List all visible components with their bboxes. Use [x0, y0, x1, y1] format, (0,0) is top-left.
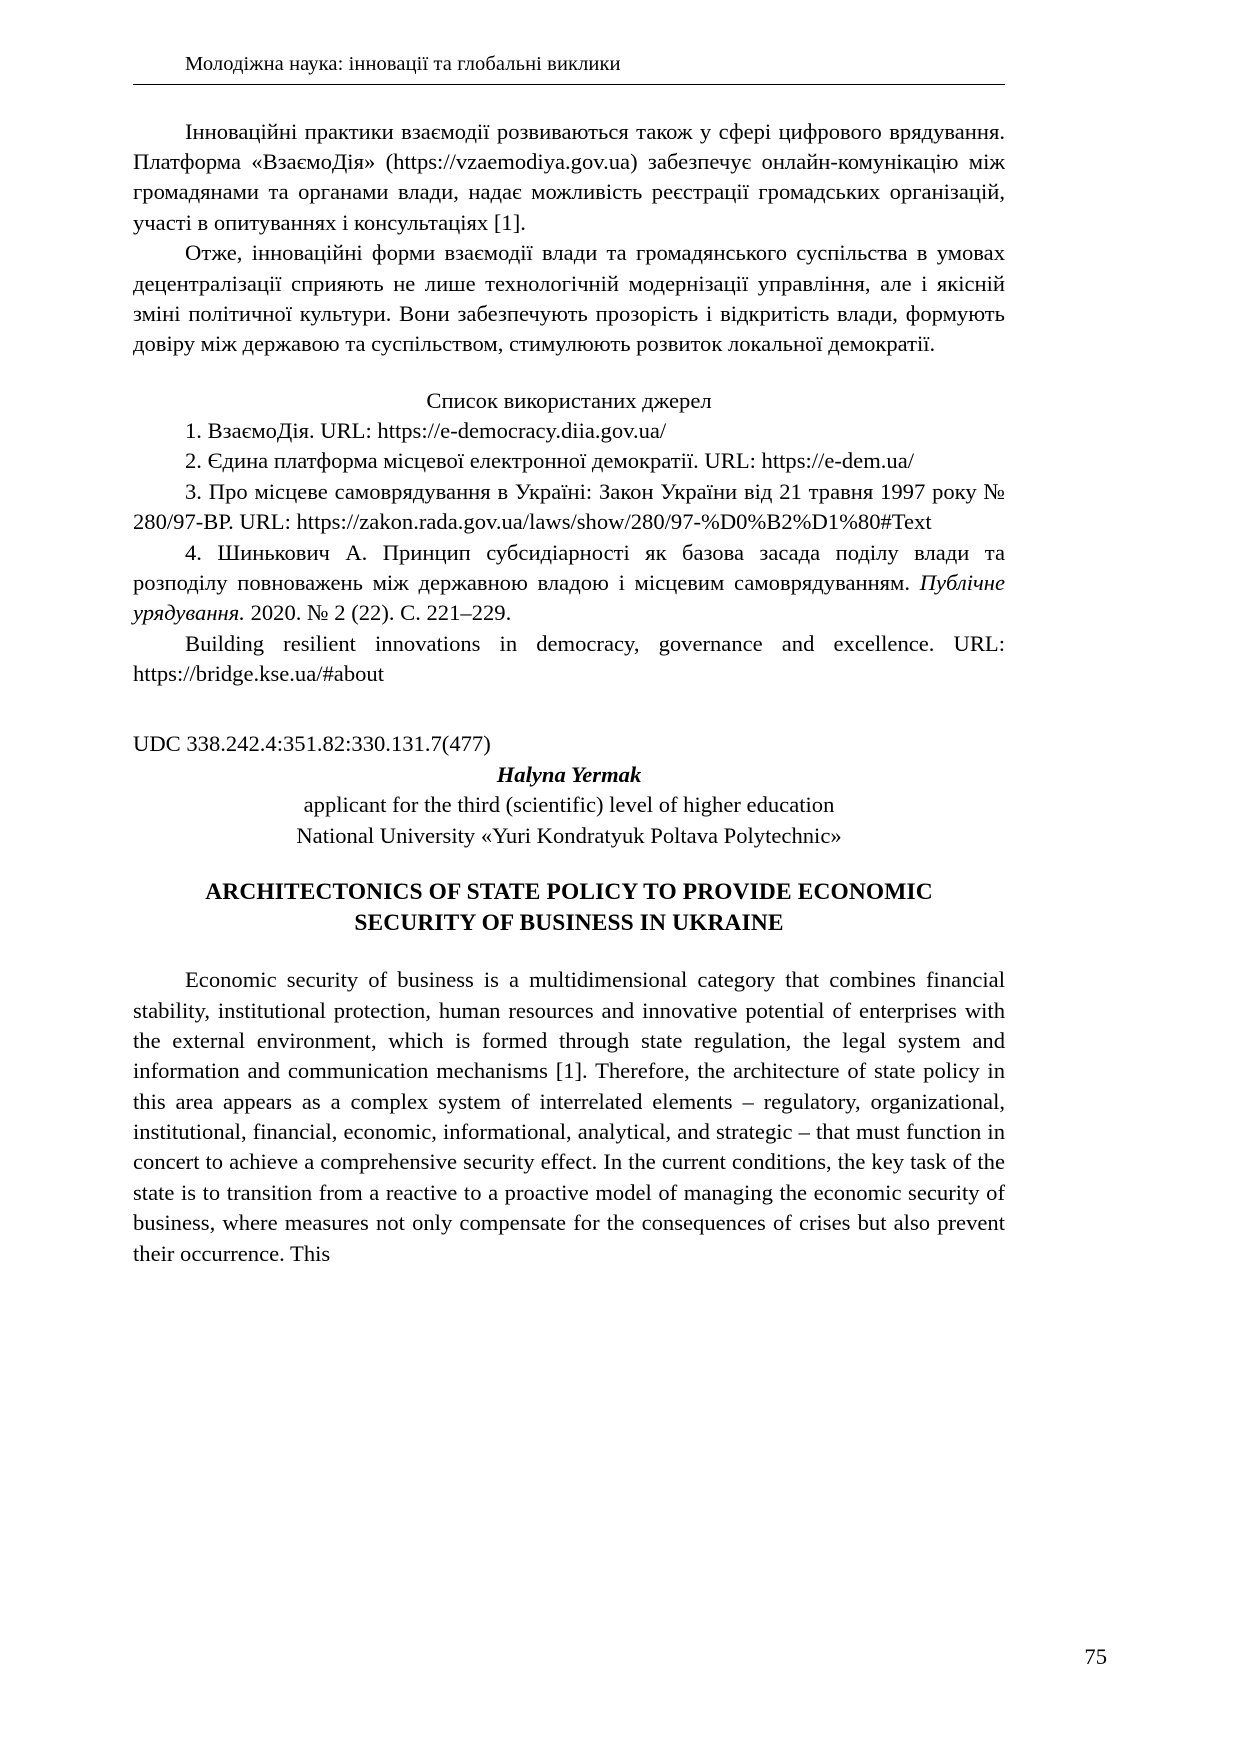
references-list: [133, 416, 1005, 689]
article-title-line-2: SECURITY OF BUSINESS IN UKRAINE: [354, 910, 784, 936]
article-title-line-1: ARCHITECTONICS OF STATE POLICY TO PROVIDE ECONOMIC: [205, 878, 933, 905]
spacer-before-udc: [133, 689, 1005, 729]
page-content: [133, 52, 1005, 1269]
reference-item-5: Building resilient innovations in democracy, governance and excellence. URL: https://bridge.kse.ua/#about: [133, 630, 1005, 686]
paragraph-conclusion: Отже, інноваційні форми взаємодії влади та громадянського суспільства в умовах децентралізації сприяють не лише технологічній модернізації управління, але і якісній зміні політичної культури. Вони забезпечують прозорість і відкритість влади, формують довіру між державою та суспільством, стимулюють розвиток локальної демократії.: [133, 240, 1005, 357]
reference-item-4-journal: Публічне урядування.: [133, 569, 1005, 626]
spacer-before-title: [133, 851, 1005, 877]
reference-item-4: [133, 538, 1005, 629]
reference-item-2: 2. Єдина платформа місцевої електронної демократії. URL: https://e-dem.ua/: [185, 448, 915, 474]
running-head: Молодіжна наука: інновації та глобальні виклики: [185, 53, 621, 75]
paragraph-intro-practices: Інноваційні практики взаємодії розвиваються також у сфері цифрового врядування. Платформа «ВзаємоДія» (https://vzaemodiya.gov.ua) забезпечує онлайн-комунікацію між громадянами та органами влади, надає можливість реєстрації громадських організацій, участі в опитуваннях і консультаціях [1].: [133, 118, 1005, 235]
reference-item-1: 1. ВзаємоДія. URL: https://e-democracy.diia.gov.ua/: [185, 418, 667, 443]
reference-item-3: 3. Про місцеве самоврядування в Україні: Закон України від 21 травня 1997 року № 280/97-ВР. URL: https://zakon.rada.gov.ua/laws/show/280/97-%D0%B2%D1%80#Text: [133, 478, 1005, 535]
author-affiliation-line-1: applicant for the third (scientific) level of higher education: [303, 792, 835, 818]
header-rule: [133, 84, 1005, 85]
author-affiliation-line-2: National University «Yuri Kondratyuk Poltava Polytechnic»: [296, 822, 842, 848]
paragraph-abstract: Economic security of business is a multidimensional category that combines financial stability, institutional protection, human resources and innovative potential of enterprises with the external environment, which is formed through state regulation, the legal system and information and communication mechanisms [1]. Therefore, the architecture of state policy in this area appears as a complex system of interrelated elements – regulatory, organizational, institutional, financial, economic, informational, analytical, and strategic – that must function in concert to achieve a comprehensive security effect. In the current conditions, the key task of the state is to transition from a reactive to a proactive model of managing the economic security of business, where measures not only compensate for the consequences of crises but also prevent their occurrence. This: [133, 967, 1005, 1266]
page-number: 75: [1084, 1644, 1107, 1670]
spacer-before-references: [133, 360, 1005, 386]
references-heading: Список використаних джерел: [426, 387, 712, 413]
reference-item-4-head: 4. Шинькович А. Принцип субсидіарності як базова засада поділу влади та розподілу повноважень між державною владою і місцевим самоврядуванням.: [133, 539, 1005, 595]
spacer-before-abstract: [133, 939, 1005, 965]
reference-item-4-tail: 2020. № 2 (22). С. 221–229.: [244, 600, 512, 626]
udc-code: UDC 338.242.4:351.82:330.131.7(477): [133, 731, 491, 757]
author-name: Halyna Yermak: [496, 761, 642, 787]
